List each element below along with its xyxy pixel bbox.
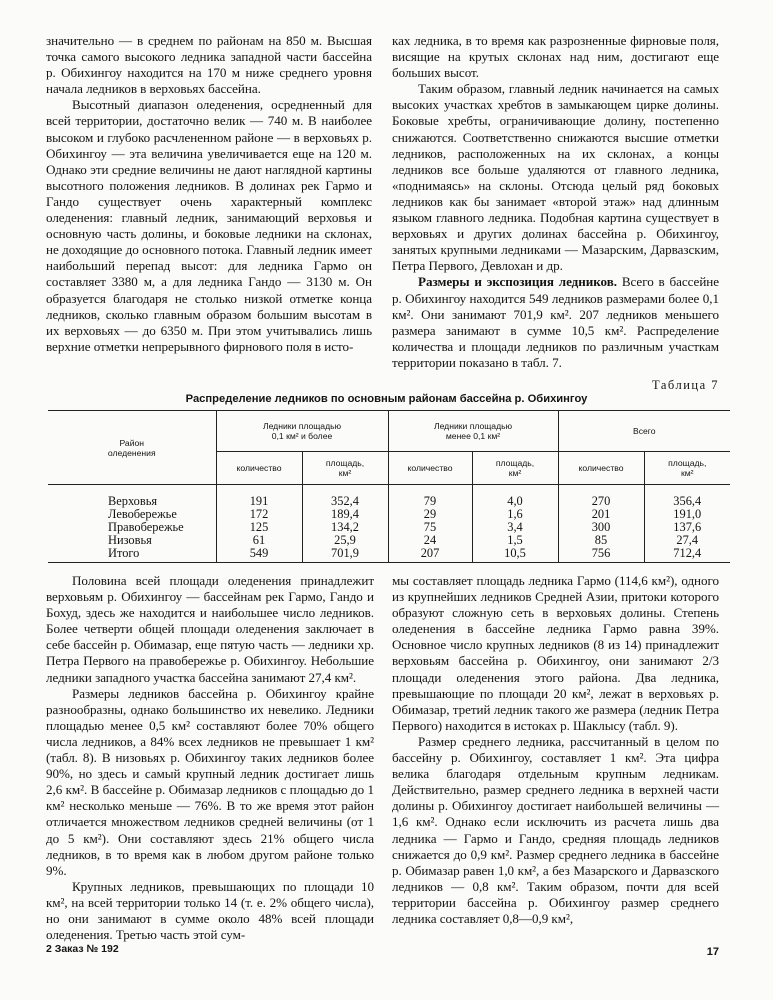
paragraph: Высотный диапазон оледенения, осредненный для всей территории, достаточно велик — 740 м. В наиболее высоком и глубоко расчлененном районе — в верховьях р. Обихингоу — эта величина увеличивается еще на 120 м. Однако эти средние величины не дают наглядной картины высотного положения ледников. В долинах рек Гармо и Гандо существует очень характерный комплекс оледенения: главный ледник, занимающий верховья и основную часть долины, и боковые ледники на склонах, не доходящие до основного потока. Главный ледник имеет наибольший перепад высот: для ледника Гармо он составляет 3380 м, а для ледника Гандо — 3130 м. Он образуется благодаря не столько низкой отметке конца ледников, сколько главным образом большим высотам в их верховьях — до 6350 м. При этом учитывались лишь верхние отметки непрерывного фирнового поля в исто- <box>46 97 372 354</box>
cell: 25,9 <box>302 534 388 547</box>
count-header: количество <box>388 452 472 485</box>
region-header: Район оледенения <box>48 411 216 485</box>
area-header: площадь, км² <box>472 452 558 485</box>
cell: 300 <box>558 521 644 534</box>
cell: 189,4 <box>302 508 388 521</box>
glacier-table <box>48 410 730 563</box>
cell: 1,5 <box>472 534 558 547</box>
region-name: Итого <box>108 546 140 560</box>
section-heading: Размеры и экспозиция ледников. <box>418 274 617 290</box>
paragraph-text: Всего в бассейне р. Обихингоу находится 549 ледников размерами более 0,1 км². Они занимают 701,9 км². 207 ледников меньшего размера занимают в сумме 10,5 км². Распределение количества и площади ледников по различным участкам территории показано в табл. 7. <box>392 274 719 370</box>
table-label: Таблица 7 <box>652 378 719 392</box>
group-header: Ледники площадью 0,1 км² и более <box>216 411 388 452</box>
paragraph: значительно — в среднем по районам на 850 м. Высшая точка самого высокого ледника западной части бассейна р. Обихингоу находится на 170 м ниже среднего уровня начала ледников в верховьях бассейна. <box>46 33 372 97</box>
cell: 29 <box>388 508 472 521</box>
cell: 1,6 <box>472 508 558 521</box>
cell: 352,4 <box>302 485 388 509</box>
cell: 191,0 <box>644 508 730 521</box>
cell: 85 <box>558 534 644 547</box>
paragraph: Таким образом, главный ледник начинается на самых высоких участках хребтов в замыкающем цирке долины. Боковые хребты, ограничивающие долину, постепенно снижаются. Соответственно снижаются высшие отметки ледников, расположенных на их склонах, а концы ледников все больше удаляются от главного ледника, «поднимаясь» на склоны. Отсюда целый ряд боковых ледников как бы занимает «второй этаж» над длинным языком главного ледника. Подобная картина существует в верховьях и других долинах бассейна р. Обихингоу, занятых крупными ледниками — Мазарским, Дарвазским, Петра Первого, Девлохан и др. <box>392 81 719 274</box>
cell: 207 <box>388 547 472 563</box>
cell: 356,4 <box>644 485 730 509</box>
paragraph: Крупных ледников, превышающих по площади 10 км², на всей территории только 14 (т. е. 2% общего числа), но они занимают в сумме около 48% всей площади оледенения. Третью часть этой сум- <box>46 878 374 943</box>
area-header: площадь, км² <box>644 452 730 485</box>
area-header: площадь, км² <box>302 452 388 485</box>
table-row-total <box>48 547 730 563</box>
cell: 172 <box>216 508 302 521</box>
paragraph: ках ледника, в то время как разрозненные фирновые поля, висящие на крутых склонах над ним, достигают еще больших высот. <box>392 33 719 81</box>
region-name: Правобережье <box>108 520 184 534</box>
cell: 10,5 <box>472 547 558 563</box>
text-column-4 <box>392 573 719 927</box>
paragraph: Размер среднего ледника, рассчитанный в целом по бассейну р. Обихингоу, составляет 1 км². Эта цифра велика благодаря отдельным крупным ледникам. Действительно, размер среднего ледника в верхней части долины р. Обихингоу достигает наибольшей величины — 1,6 км². Однако если исключить из расчета лишь два ледника — Гармо и Гандо, средняя площадь ледников снижается до 0,9 км². Размер среднего ледника в бассейне р. Обимазар равен 1,0 км², а без Мазарского и Дарвазского ледников — 0,8 км². Таким образом, почти для всей территории бассейна р. Обихингоу размер среднего ледника составляет 0,8—0,9 км², <box>392 733 719 926</box>
paragraph: Размеры ледников бассейна р. Обихингоу крайне разнообразны, однако большинство их невелико. Ледники площадью менее 0,5 км² составляют более 70% общего числа ледников, а 84% всех ледников не превышает 1 км² (табл. 8). В низовьях р. Обихингоу таких ледников более 90%, но здесь и самый крупный ледник достигает лишь 2,6 км². В бассейне р. Обимазар ледников с площадью до 1 км² несколько меньше — 76%. В то же время этот район отличается множеством ледников средней величины (от 1 до 5 км²). Они составляют здесь 21% общего числа ледников, в то время как в любом другом районе только 9%. <box>46 685 374 878</box>
cell: 134,2 <box>302 521 388 534</box>
cell: 4,0 <box>472 485 558 509</box>
cell: 3,4 <box>472 521 558 534</box>
table-row <box>48 485 730 509</box>
paragraph: мы составляет площадь ледника Гармо (114,6 км²), одного из крупнейших ледников Средней Азии, притоки которого образуют сложную сеть в верховьях долины. Степень оледенения в бассейне ледника Гармо равна 39%. Основное число крупных ледников (8 из 14) принадлежит верховьям бассейна р. Обихингоу, они занимают 2/3 площади оледенения этого района. Два ледника, превышающие по площади 20 км², лежат в верховьях р. Обимазар, третий ледник такого же размера (ледник Петра Первого) находится в истоках р. Шаклысу (табл. 9). <box>392 573 719 733</box>
cell: 79 <box>388 485 472 509</box>
cell: 27,4 <box>644 534 730 547</box>
page-number: 17 <box>706 946 719 958</box>
cell: 549 <box>216 547 302 563</box>
cell: 61 <box>216 534 302 547</box>
group-header: Ледники площадью менее 0,1 км² <box>388 411 558 452</box>
cell: 712,4 <box>644 547 730 563</box>
cell: 270 <box>558 485 644 509</box>
table-row <box>48 534 730 547</box>
region-name: Низовья <box>108 533 152 547</box>
count-header: количество <box>558 452 644 485</box>
cell: 756 <box>558 547 644 563</box>
cell: 24 <box>388 534 472 547</box>
cell: 201 <box>558 508 644 521</box>
cell: 137,6 <box>644 521 730 534</box>
table-title: Распределение ледников по основным районам бассейна р. Обихингоу <box>185 393 588 405</box>
text-column-2 <box>392 33 719 371</box>
cell: 191 <box>216 485 302 509</box>
text-column-1 <box>46 33 372 355</box>
region-name: Верховья <box>108 494 158 508</box>
region-name: Левобережье <box>108 507 177 521</box>
group-header: Всего <box>558 411 730 452</box>
paragraph: Половина всей площади оледенения принадлежит верховьям р. Обихингоу — бассейнам рек Гармо, Гандо и Бохуд, здесь же находится и наибольшее число ледников. Более четверти общей площади оледенения заключает в себе бассейн р. Обимазар, еще пятую часть — ледники хр. Петра Первого на правобережье р. Обихингоу. Небольшие ледники западного участка бассейна занимают 27,4 км². <box>46 573 374 685</box>
cell: 701,9 <box>302 547 388 563</box>
text-column-3 <box>46 573 374 943</box>
cell: 75 <box>388 521 472 534</box>
count-header: количество <box>216 452 302 485</box>
printer-signature: 2 Заказ № 192 <box>46 943 119 955</box>
paragraph <box>392 274 719 371</box>
cell: 125 <box>216 521 302 534</box>
